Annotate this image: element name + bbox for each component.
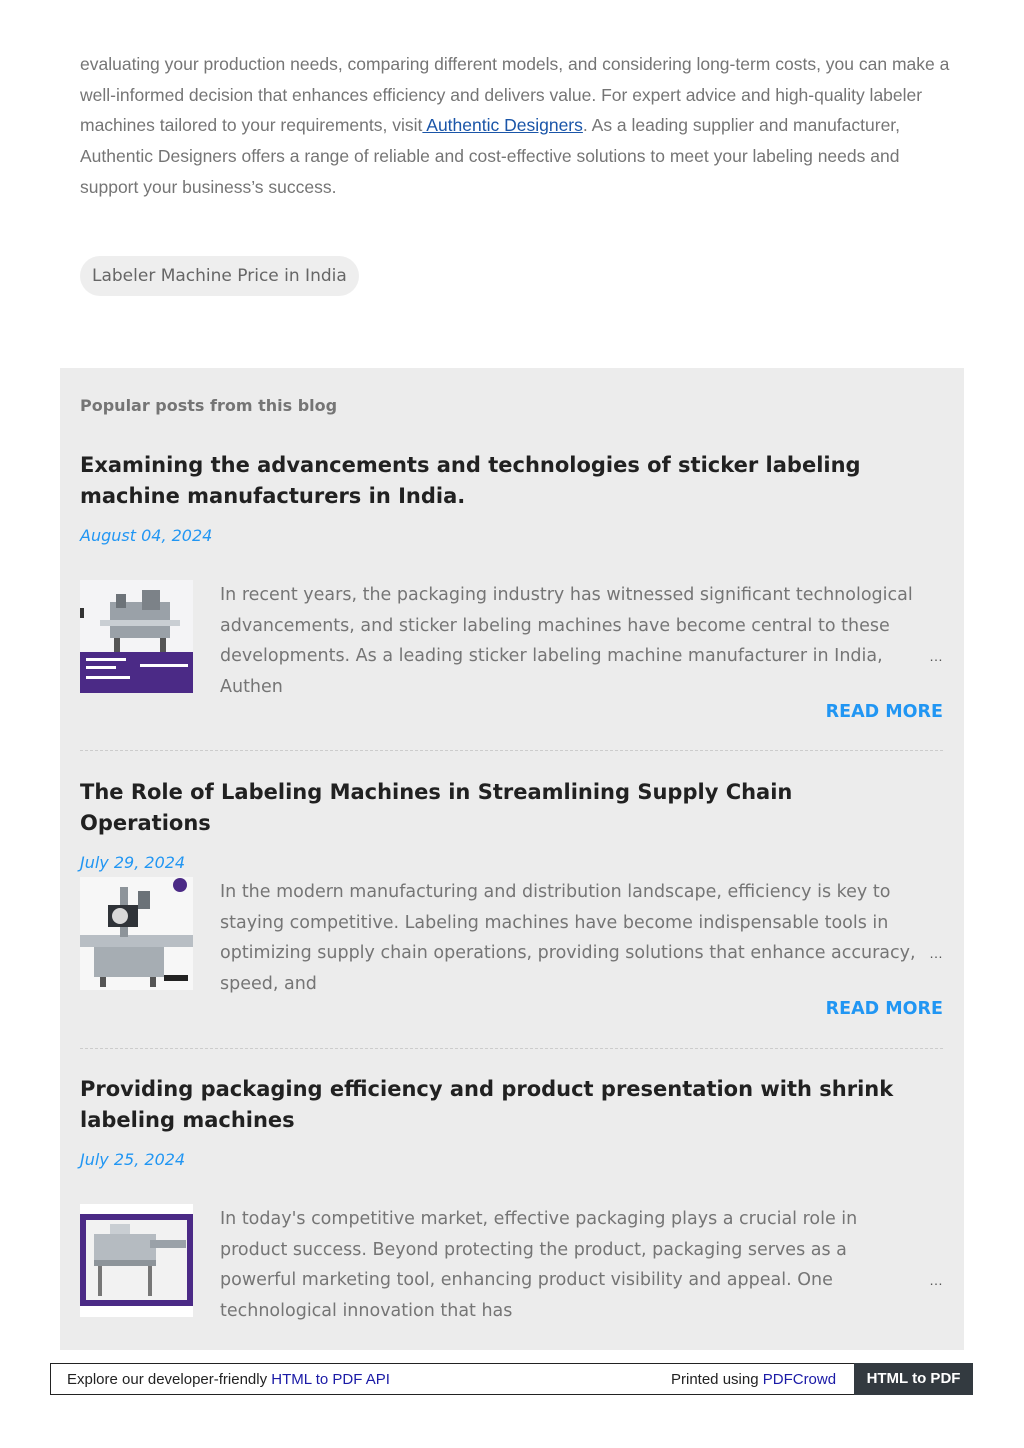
paragraph-text: evaluating your production needs, comparing different models, and considering long-term costs, you can make a well-informed decision that enhances efficiency and delivers value. For expert advice and high-quality labeler machines tailored to your requirements, visit bbox=[80, 54, 950, 136]
popular-posts-heading: Popular posts from this blog bbox=[80, 396, 338, 415]
post-divider bbox=[80, 1048, 943, 1049]
popular-post bbox=[80, 777, 943, 1019]
article-closing-paragraph bbox=[80, 49, 950, 203]
more-ellipsis-icon: … bbox=[929, 1272, 943, 1288]
post-title-link[interactable]: Providing packaging efficiency and product presentation with shrink labeling machines bbox=[80, 1077, 894, 1132]
read-more-link[interactable]: READ MORE bbox=[825, 702, 943, 722]
footer-printed bbox=[671, 1371, 836, 1388]
sticker-labeling-machine-thumbnail[interactable] bbox=[80, 580, 193, 693]
post-snippet: In the modern manufacturing and distribution landscape, efficiency is key to staying competitive. Labeling machines have become indispensable tools in optimizing supply chain operations, providing solutions that enhance accuracy, speed, and bbox=[220, 882, 916, 995]
html-to-pdf-api-link[interactable]: HTML to PDF API bbox=[271, 1371, 390, 1388]
more-ellipsis-icon: … bbox=[929, 945, 943, 961]
footer-explore-text: Explore our developer-friendly bbox=[67, 1371, 272, 1388]
more-ellipsis-icon: … bbox=[929, 648, 943, 664]
pdf-footer-bar bbox=[50, 1363, 973, 1395]
authentic-designers-link[interactable]: Authentic Designers bbox=[422, 115, 583, 136]
footer-printed-text: Printed using bbox=[671, 1371, 763, 1388]
post-snippet: In today's competitive market, effective packaging plays a crucial role in product success. Beyond protecting the product, packaging serves as a powerful marketing tool, enhancing product visibility and appeal. One technological innovation that has bbox=[220, 1209, 858, 1322]
shrink-labeling-machine-thumbnail[interactable] bbox=[80, 1204, 193, 1317]
popular-post bbox=[80, 1074, 943, 1322]
post-date[interactable]: July 25, 2024 bbox=[80, 1150, 186, 1169]
footer-explore bbox=[67, 1371, 390, 1388]
html-to-pdf-button[interactable]: HTML to PDF bbox=[854, 1363, 973, 1395]
post-date[interactable]: July 29, 2024 bbox=[80, 853, 186, 872]
post-date[interactable]: August 04, 2024 bbox=[80, 526, 213, 545]
popular-posts-section bbox=[60, 368, 964, 1350]
popular-post bbox=[80, 450, 943, 722]
labeling-machine-thumbnail[interactable] bbox=[80, 877, 193, 990]
pdfcrowd-link[interactable]: PDFCrowd bbox=[762, 1371, 837, 1388]
read-more-link[interactable]: READ MORE bbox=[825, 999, 943, 1019]
post-title-link[interactable]: The Role of Labeling Machines in Streamlining Supply Chain Operations bbox=[80, 780, 793, 835]
post-snippet: In recent years, the packaging industry has witnessed significant technological advancements, and sticker labeling machines have become central to these developments. As a leading sticker labeling machine manufacturer in India, Authen bbox=[220, 585, 913, 698]
post-label-tag[interactable]: Labeler Machine Price in India bbox=[80, 256, 359, 296]
paragraph-text-end: . As a leading supplier and manufacturer, Authentic Designers offers a range of reliable and cost-effective solutions to meet your labeling needs and support your business’s success. bbox=[80, 115, 901, 197]
post-title-link[interactable]: Examining the advancements and technologies of sticker labeling machine manufacturers in India. bbox=[80, 453, 861, 508]
post-divider bbox=[80, 750, 943, 751]
